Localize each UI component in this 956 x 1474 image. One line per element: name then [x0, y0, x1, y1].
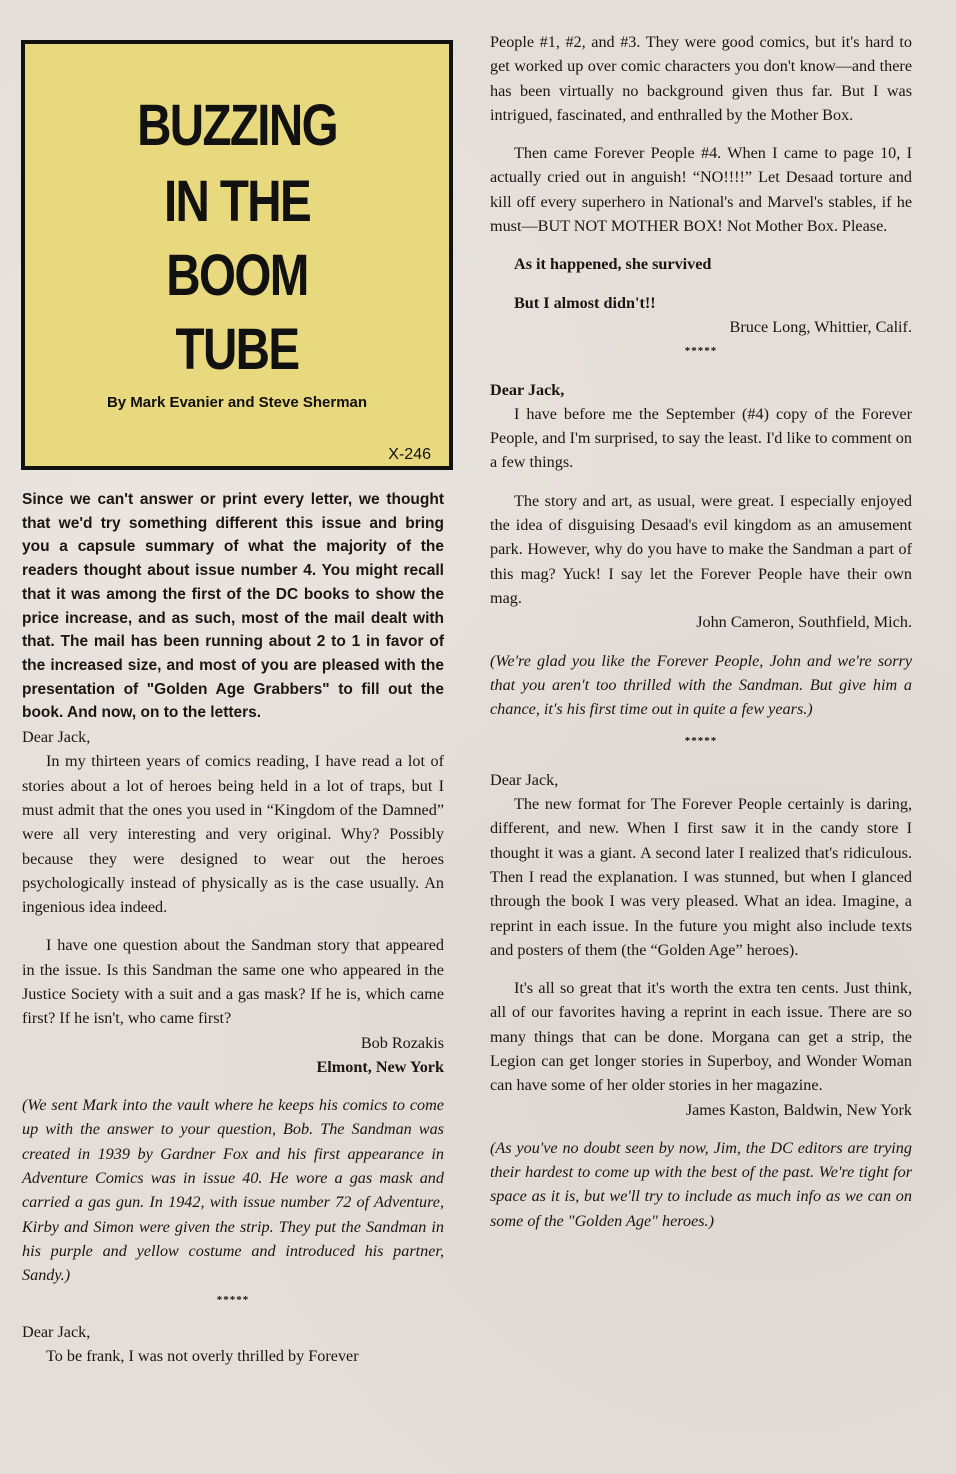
- letter-3-para-1: I have before me the September (#4) copy of the Forever People, and I'm surprised, to say the least. I'd like to comment on a few things.: [490, 404, 912, 472]
- right-column: [490, 30, 912, 1233]
- title-box: [21, 40, 453, 470]
- title-line-3: BOOM: [166, 243, 308, 308]
- letter-2-para-2: Then came Forever People #4. When I came to page 10, I actually cried out in anguish! “NO!!!!” Let Desaad torture and kill off every superhero in National's and Marvel's stables, if he must—BUT NOT MOTHER BOX! Not Mother Box. Please.: [490, 144, 912, 236]
- letter-2-para-1-start: To be frank, I was not overly thrilled by Forever: [46, 1347, 359, 1366]
- letter-2-para-1-cont: People #1, #2, and #3. They were good comics, but it's hard to get worked up over comic characters you don't know—and there has been virtually no background given thus far. But I was intrigued, fascinated, and enthralled by the Mother Box.: [490, 33, 912, 124]
- left-column: [22, 488, 444, 1368]
- letter-2-para-4: But I almost didn't!!: [514, 293, 656, 312]
- letter-4-reply: (As you've no doubt seen by now, Jim, the DC editors are trying their hardest to come up with the best of the past. We're tight for space as it is, but we'll try to include as much info as we can on some of the "Golden Age" heroes.): [490, 1138, 912, 1230]
- letter-1-para-2: I have one question about the Sandman story that appeared in the issue. Is this Sandman the same one who appeared in the Justice Society with a suit and a gas mask? If he is, which came first? If he isn't, who came first?: [22, 936, 444, 1028]
- separator: *****: [684, 345, 718, 358]
- letter-1-signature-place: Elmont, New York: [316, 1057, 444, 1076]
- title-line-4: TUBE: [175, 317, 299, 382]
- title-line-1: BUZZING: [137, 93, 337, 158]
- letter-3-signature: John Cameron, Southfield, Mich.: [696, 613, 912, 632]
- letter-1-reply: (We sent Mark into the vault where he keeps his comics to come up with the answer to your question, Bob. The Sandman was created in 1939 by Gardner Fox and his first appearance in Adventure Comics was in issue 40. He wore a gas mask and carried a gas gun. In 1942, with issue number 72 of Adventure, Kirby and Simon were given the strip. They put the Sandman in his purple and yellow costume and introduced his partner, Sandy.): [22, 1096, 444, 1285]
- letter-1-signature-name: Bob Rozakis: [360, 1033, 444, 1052]
- letter-1-para-1: In my thirteen years of comics reading, I have read a lot of stories about a lot of heroes being held in a lot of traps, but I must admit that the ones you used in “Kingdom of the Damned” were all very interesting and very original. Why? Possibly because they were designed to wear out the heroes psychologically instead of physically as is the case usually. An ingenious idea indeed.: [22, 752, 444, 917]
- letter-3-reply: (We're glad you like the Forever People, John and we're sorry that you aren't too thrilled with the Sandman. But give him a chance, it's his first time out in quite a few years.): [490, 651, 912, 719]
- letter-2-signature: Bruce Long, Whittier, Calif.: [729, 317, 912, 336]
- letter-4-salutation: Dear Jack,: [490, 770, 559, 789]
- letter-3-para-2: The story and art, as usual, were great. I especially enjoyed the idea of disguising Desaad's evil kingdom as an amusement park. However, why do you have to make the Sandman a part of this mag? Yuck! I say let the Forever People have their own mag.: [490, 491, 912, 607]
- letter-4-signature: James Kaston, Baldwin, New York: [685, 1100, 912, 1119]
- separator: *****: [684, 735, 718, 748]
- letter-1-salutation: Dear Jack,: [22, 728, 91, 747]
- title-line-2: IN THE: [163, 169, 311, 234]
- separator: *****: [216, 1293, 250, 1306]
- letter-4-para-2: It's all so great that it's worth the extra ten cents. Just think, all of our favorites having a reprint in each issue. There are so many things that can be done. Morgana can get a strip, the Legion can get longer stories in Superboy, and Wonder Woman can have some of her older stories in her magazine.: [490, 979, 912, 1095]
- issue-code: X-246: [388, 446, 431, 463]
- letter-2-salutation: Dear Jack,: [22, 1322, 91, 1341]
- intro-text: Since we can't answer or print every letter, we thought that we'd try something different this issue and bring you a capsule summary of what the majority of the readers thought about issue number 4. You might recall that it was among the first of the DC books to show the price increase, and as such, most of the mail dealt with that. The mail has been running about 2 to 1 in favor of the increased size, and most of you are pleased with the presentation of "Golden Age Grabbers" to fill out the book. And now, on to the letters.: [22, 491, 444, 722]
- letter-2-para-3: As it happened, she survived: [514, 255, 712, 274]
- letter-3-salutation: Dear Jack,: [490, 380, 565, 399]
- letter-4-para-1: The new format for The Forever People certainly is daring, different, and new. When I first saw it in the candy store I thought it was a giant. A second later I realized that's ridiculous. Then I read the explanation. I was stunned, but when I glanced through the book I was very pleased. What an idea. Imagine, a reprint in each issue. In the future you might also include texts and posters of them (the “Golden Age” heroes).: [490, 795, 912, 959]
- byline: By Mark Evanier and Steve Sherman: [106, 394, 368, 411]
